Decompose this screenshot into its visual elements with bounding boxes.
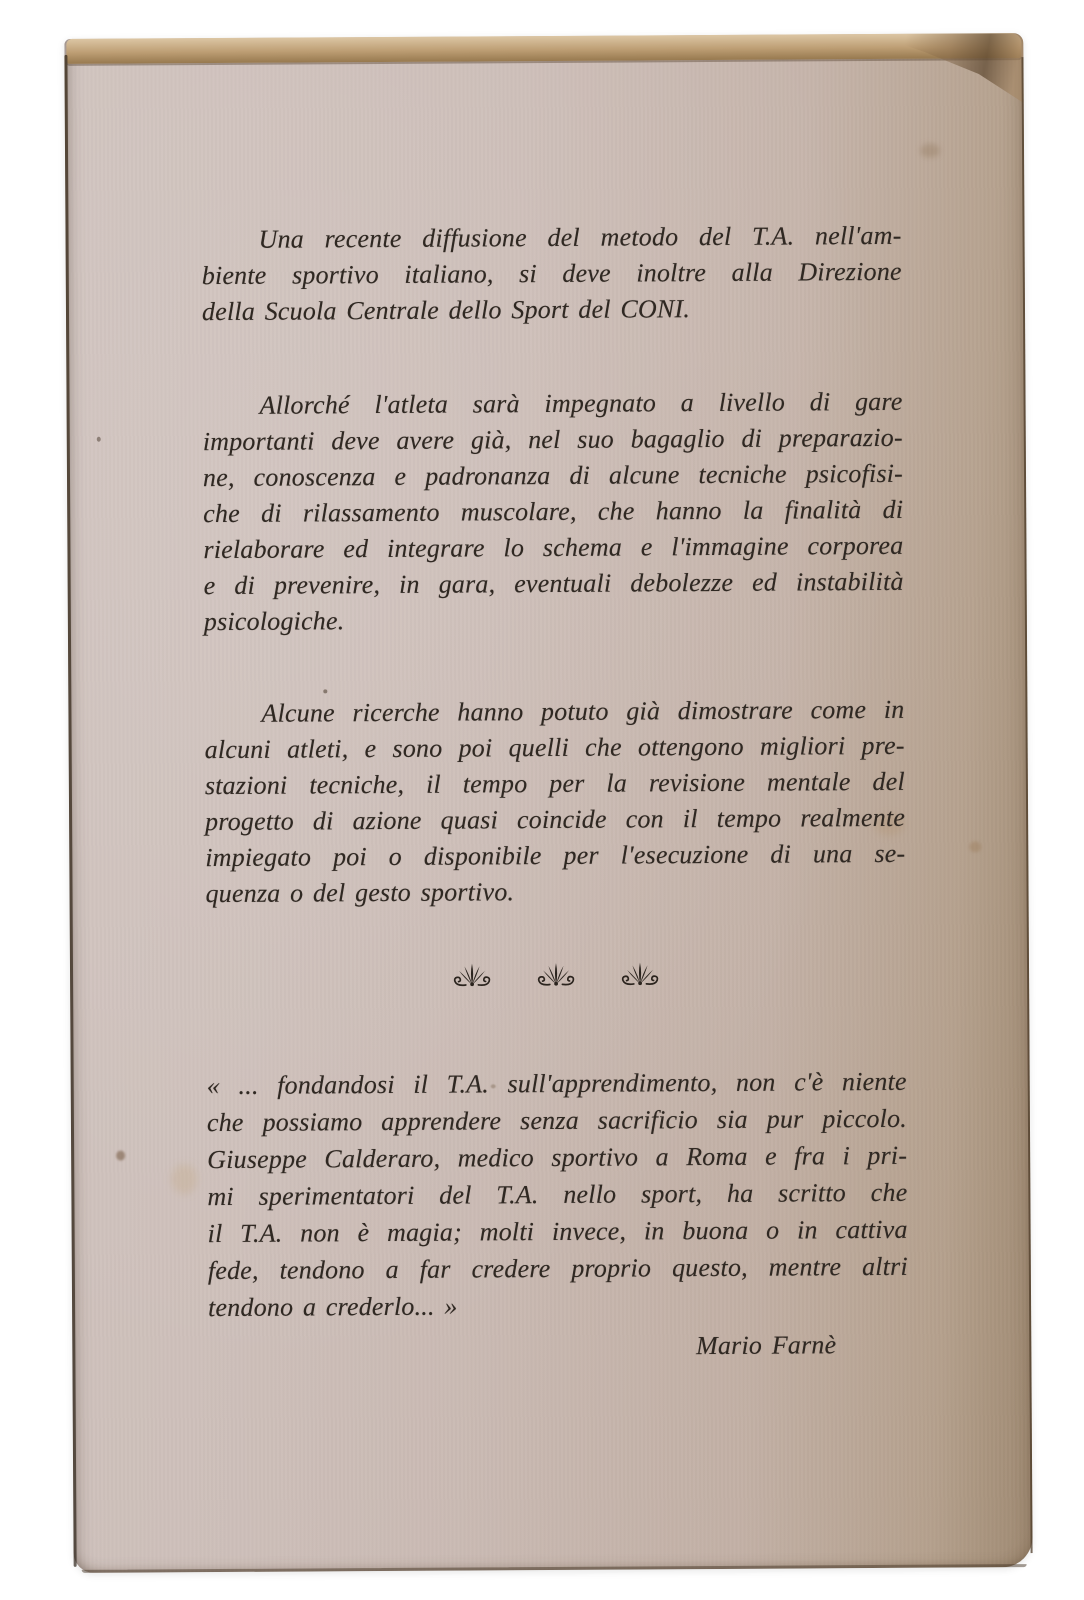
palmette-ornament-icon [452, 960, 492, 987]
paragraph-research [204, 692, 905, 912]
paragraph-intro [201, 218, 902, 330]
text-line: mi sperimentatori del T.A. nello sport, ha scritto che [207, 1177, 908, 1212]
text-line: Alcune ricerche hanno potuto già dimostrare come in [261, 694, 905, 728]
text-line: psicologiche. [203, 606, 345, 637]
book-edge-right [1021, 57, 1032, 1553]
cover-text [200, 34, 909, 1572]
stain [969, 841, 981, 852]
stain [171, 1164, 197, 1194]
paragraph-athlete [202, 384, 904, 640]
text-line: rielaborare ed integrare lo schema e l'immagine corporea [203, 530, 904, 565]
ornament-row [206, 958, 906, 989]
palmette-ornament-icon [536, 960, 576, 987]
text-line: ne, conoscenza e padronanza di alcune tecniche psicofisi- [202, 458, 904, 493]
text-line: e di prevenire, in gara, eventuali debolezze ed instabilità [203, 566, 904, 601]
text-line: quenza o del gesto sportivo. [205, 877, 515, 909]
stain [920, 144, 940, 158]
text-line: della Scuola Centrale dello Sport del CONI. [201, 294, 691, 327]
text-line: il T.A. non è magia; molti invece, in buona o in cattiva [207, 1214, 908, 1249]
text-line: fede, tendono a far credere proprio questo, mentre altri [207, 1251, 908, 1286]
text-line: progetto di azione quasi coincide con il tempo realmente [205, 802, 906, 837]
text-line: « ... fondandosi il T.A. sull'apprendimento, non c'è niente [206, 1066, 907, 1101]
text-line: alcuni atleti, e sono poi quelli che ottengono migliori pre- [204, 730, 905, 765]
text-line: impiegato poi o disponibile per l'esecuzione di una se- [205, 838, 906, 873]
text-line: biente sportivo italiano, si deve inoltre alla Direzione [201, 256, 902, 291]
palmette-ornament-icon [620, 959, 660, 986]
book-spine-edge-left [64, 55, 76, 1567]
book-back-cover [64, 33, 1032, 1573]
text-line: Allorché l'atleta sarà impegnato a livello di gare [259, 386, 903, 420]
text-line: che di rilassamento muscolare, che hanno la finalità di [203, 494, 904, 529]
quote-attribution: Mario Farnè [695, 1330, 837, 1361]
text-line: stazioni tecniche, il tempo per la revisione mentale del [204, 766, 905, 801]
stain [116, 1151, 125, 1161]
text-line: Una recente diffusione del metodo del T.A. nell'am- [258, 220, 902, 254]
quote-paragraph [207, 1063, 909, 1326]
text-line: importanti deve avere già, nel suo bagaglio di preparazio- [202, 422, 903, 457]
text-line: tendono a crederlo... » [207, 1291, 458, 1323]
text-line: che possiamo apprendere senza sacrificio sia pur piccolo. [206, 1103, 908, 1138]
stain [97, 437, 101, 442]
text-line: Giuseppe Calderaro, medico sportivo a Roma e fra i pri- [207, 1140, 908, 1175]
